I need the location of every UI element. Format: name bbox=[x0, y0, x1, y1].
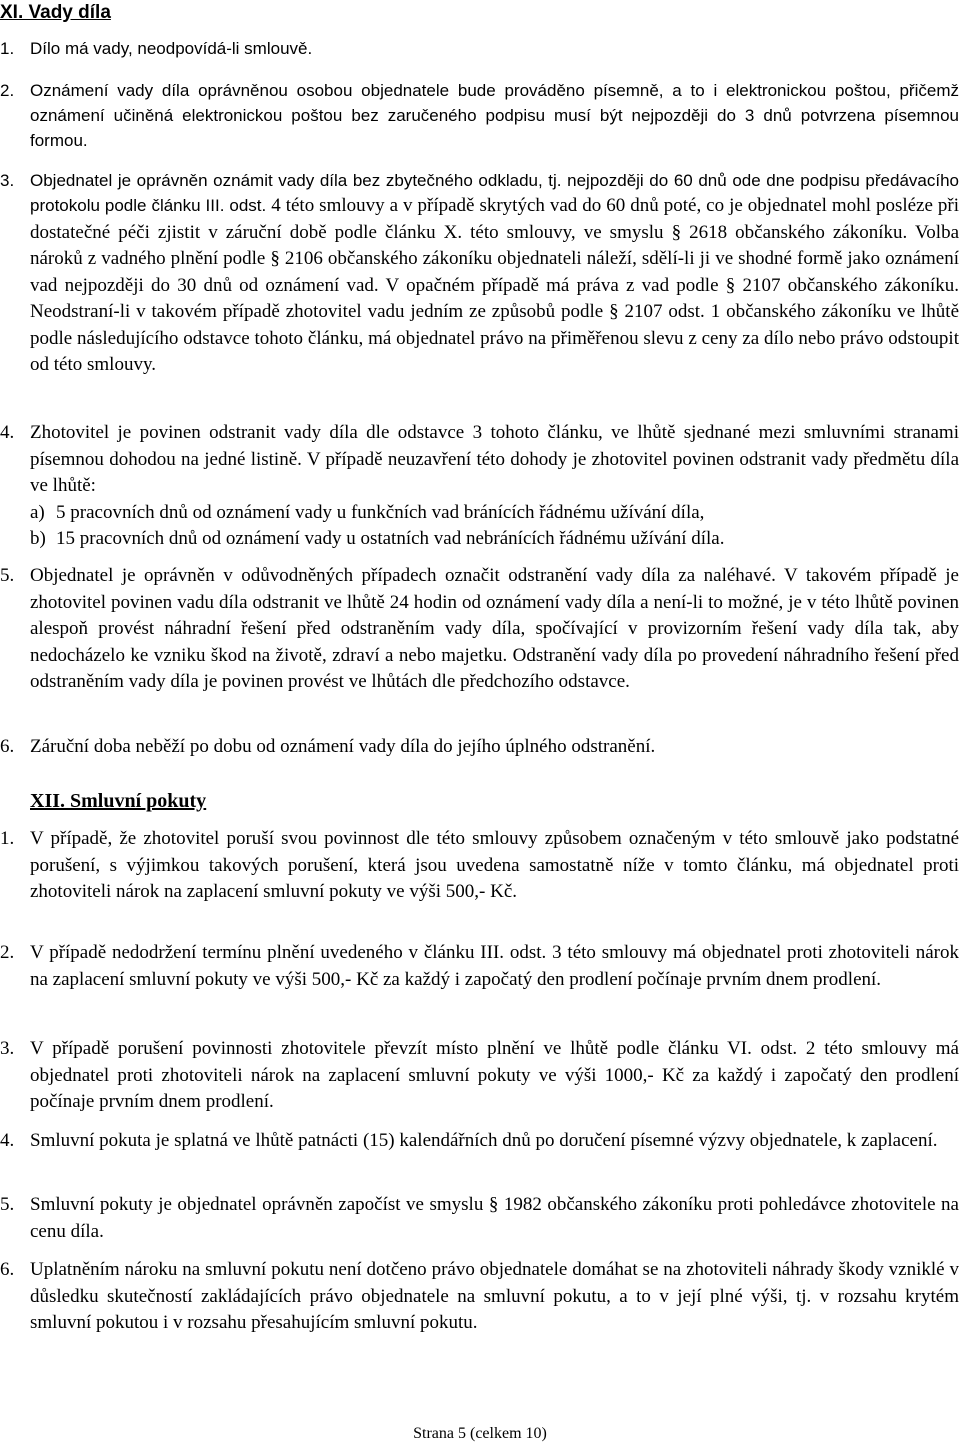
item-number: 2. bbox=[0, 81, 15, 100]
section-xi-item-5 bbox=[0, 563, 959, 696]
item-number: 2. bbox=[0, 942, 15, 963]
item-text: Záruční doba neběží po dobu od oznámení vady díla do jejího úplného odstranění. bbox=[30, 736, 656, 757]
item-number: 6. bbox=[0, 1259, 15, 1280]
item-number: 5. bbox=[0, 565, 15, 586]
item-text: Objednatel je oprávněn v odůvodněných případech označit odstranění vady díla za naléhavé. V takovém případě je zhotovitel povinen vadu díla odstranit ve lhůtě 24 hodin od oznámení vady díla a není-li to možné, je v této lhůtě povinen alespoň provést náhradní řešení před odstraněním vady díla, spočívající v provizorním řešení vady díla tak, aby nedocházelo ke vzniku škod na životě, zdraví a nebo majetku. Odstranění vady díla po provedení náhradního řešení před odstraněním vady díla je povinen provést ve lhůtách dle předchozího odstavce. bbox=[30, 565, 959, 692]
subitem-a bbox=[30, 500, 959, 527]
section-xii-item-2 bbox=[0, 940, 959, 993]
item-number: 3. bbox=[0, 171, 15, 190]
section-xi-item-6 bbox=[0, 734, 959, 761]
item-text: Uplatněním nároku na smluvní pokutu není dotčeno právo objednatele domáhat se na zhotoviteli náhrady škody vzniklé v důsledku skutečností zakládajících právo objednatele na smluvní pokutu, a to v její plné výši, tj. v rozsahu krytém smluvní pokutou i v rozsahu přesahujícím smluvní pokutu. bbox=[30, 1259, 959, 1333]
item-text-sans: Objednatel je oprávněn oznámit vady díla bez zbytečného odkladu, tj. nejpozději do 60 dnů ode dne podpisu předávacího protokolu podle článku III. odst. bbox=[30, 171, 959, 215]
item-text: Smluvní pokuty je objednatel oprávněn započíst ve smyslu § 1982 občanského zákoníku proti pohledávce zhotovitele na cenu díla. bbox=[30, 1194, 959, 1242]
subitem-b bbox=[30, 526, 959, 553]
item-number: 6. bbox=[0, 736, 15, 757]
item-text: Smluvní pokuta je splatná ve lhůtě patnácti (15) kalendářních dnů po doručení písemné výzvy objednatele, k zaplacení. bbox=[30, 1130, 938, 1151]
section-xii-item-1 bbox=[0, 826, 959, 906]
item-number: 4. bbox=[0, 1130, 15, 1151]
page-footer: Strana 5 (celkem 10) bbox=[413, 1425, 547, 1442]
section-xii-heading: XII. Smluvní pokuty bbox=[30, 790, 207, 812]
section-xii-item-3 bbox=[0, 1036, 959, 1116]
subitem-text: 15 pracovních dnů od oznámení vady u ostatních vad nebránících řádnému užívání díla. bbox=[56, 528, 725, 549]
section-xii-item-6 bbox=[0, 1257, 959, 1337]
section-xi-item-4 bbox=[0, 420, 959, 553]
section-xi-item-3 bbox=[0, 168, 959, 379]
item-body bbox=[30, 420, 959, 553]
item-text: Oznámení vady díla oprávněnou osobou objednatele bude prováděno písemně, a to i elektronickou poštou, přičemž oznámení učiněná elektronickou poštou bez zaručeného podpisu musí být nejpozději do 3 dnů potvrzena písemnou formou. bbox=[30, 81, 959, 150]
item-text bbox=[30, 168, 959, 379]
item-text-serif: 4 této smlouvy a v případě skrytých vad do 60 dnů poté, co je objednatel mohl posléze při dostatečné péči zjistit v záruční době podle článku X. této smlouvy, ve smyslu § 2618 občanského zákoníku. Volba nároků z vadného plnění podle § 2106 občanského zákoníku objednateli náleží, sdělí-li ji ve shodné formě jako oznámení vad nejpozději do 30 dnů od oznámení vad. V opačném případě má práva z vad podle § 2107 občanského zákoníku. Neodstraní-li v takovém případě zhotovitel vadu jedním ze způsobů podle § 2107 odst. 1 občanského zákoníku ve lhůtě podle následujícího odstavce tohoto článku, má objednatel právo na přiměřenou slevu z ceny za dílo nebo právo odstoupit od této smlouvy. bbox=[30, 195, 960, 375]
section-xi-item-2 bbox=[0, 78, 959, 153]
section-xi-item-1 bbox=[0, 36, 959, 61]
item-number: 1. bbox=[0, 828, 15, 849]
item-text: V případě porušení povinnosti zhotovitele převzít místo plnění ve lhůtě podle článku VI. odst. 2 této smlouvy má objednatel proti zhotoviteli nárok na zaplacení smluvní pokuty ve výši 1000,- Kč za každý i započatý den prodlení počínaje prvním dnem prodlení. bbox=[30, 1038, 959, 1112]
item-number: 4. bbox=[0, 422, 15, 443]
section-xii-item-4 bbox=[0, 1128, 959, 1155]
item-text: V případě, že zhotovitel poruší svou povinnost dle této smlouvy způsobem označeným v této smlouvě jako podstatné porušení, s výjimkou takových porušení, která jsou uvedena samostatně níže v tomto článku, má objednatel proti zhotoviteli nárok na zaplacení smluvní pokuty ve výši 500,- Kč. bbox=[30, 828, 959, 902]
item-number: 1. bbox=[0, 39, 15, 58]
item-number: 3. bbox=[0, 1038, 15, 1059]
section-xii-item-5 bbox=[0, 1192, 959, 1245]
item-text: Zhotovitel je povinen odstranit vady díla dle odstavce 3 tohoto článku, ve lhůtě sjednané mezi smluvními stranami písemnou dohodou na jedné listině. V případě neuzavření této dohody je zhotovitel povinen odstranit vady předmětu díla ve lhůtě: bbox=[30, 422, 959, 496]
item-text: Dílo má vady, neodpovídá-li smlouvě. bbox=[30, 39, 313, 58]
item-number: 5. bbox=[0, 1194, 15, 1215]
section-xi-heading: XI. Vady díla bbox=[0, 2, 111, 23]
subitem-label: a) bbox=[30, 501, 45, 523]
item-text: V případě nedodržení termínu plnění uvedeného v článku III. odst. 3 této smlouvy má objednatel proti zhotoviteli nárok na zaplacení smluvní pokuty ve výši 500,- Kč za každý i započatý den prodlení počínaje prvním dnem prodlení. bbox=[30, 942, 959, 990]
subitem-label: b) bbox=[30, 528, 46, 549]
subitem-text: 5 pracovních dnů od oznámení vady u funkčních vad bránících řádnému užívání díla, bbox=[56, 501, 705, 523]
